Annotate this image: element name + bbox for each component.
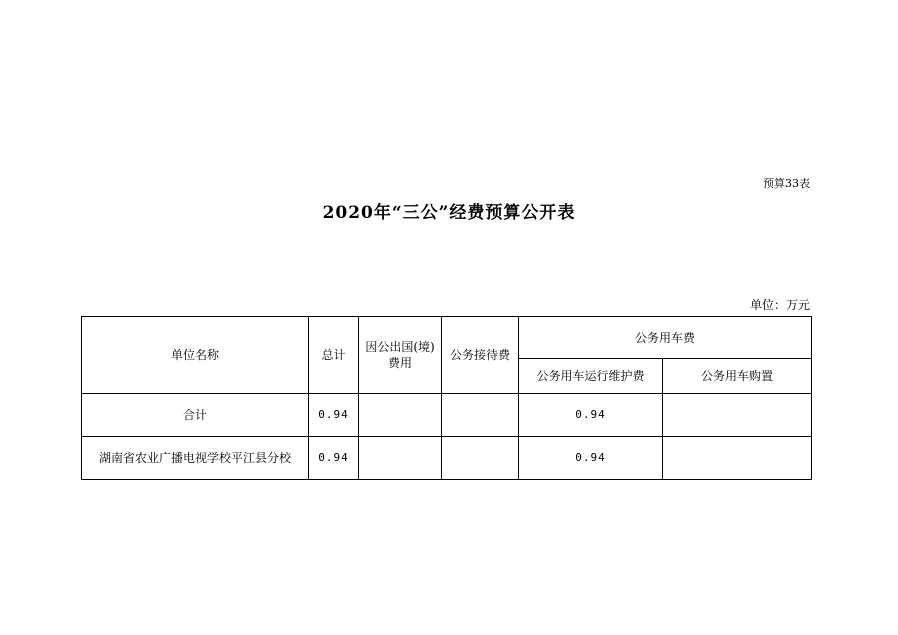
header-total: 总计 (309, 317, 359, 394)
cell-total: 0.94 (309, 394, 359, 437)
page-title: 2020年“三公”经费预算公开表 (322, 203, 576, 223)
cell-overseas (359, 394, 442, 437)
unit-label: 单位：万元 (749, 298, 810, 312)
cell-unit-name: 合计 (82, 394, 309, 437)
table-row (82, 394, 812, 437)
header-vehicle-operation: 公务用车运行维护费 (519, 359, 663, 394)
cell-vehicle-purchase (663, 394, 812, 437)
table-header-row (82, 317, 812, 359)
header-vehicle-purchase: 公务用车购置 (663, 359, 812, 394)
form-number: 预算33表 (763, 177, 810, 190)
budget-table (81, 316, 812, 480)
cell-reception (442, 437, 519, 480)
cell-vehicle-purchase (663, 437, 812, 480)
header-reception: 公务接待费 (442, 317, 519, 394)
header-vehicle: 公务用车费 (519, 317, 812, 359)
cell-overseas (359, 437, 442, 480)
cell-unit-name: 湖南省农业广播电视学校平江县分校 (82, 437, 309, 480)
cell-vehicle-operation: 0.94 (519, 394, 663, 437)
cell-total: 0.94 (309, 437, 359, 480)
cell-reception (442, 394, 519, 437)
header-overseas: 因公出国(境)费用 (359, 317, 442, 394)
table-row (82, 437, 812, 480)
header-unit-name: 单位名称 (82, 317, 309, 394)
cell-vehicle-operation: 0.94 (519, 437, 663, 480)
